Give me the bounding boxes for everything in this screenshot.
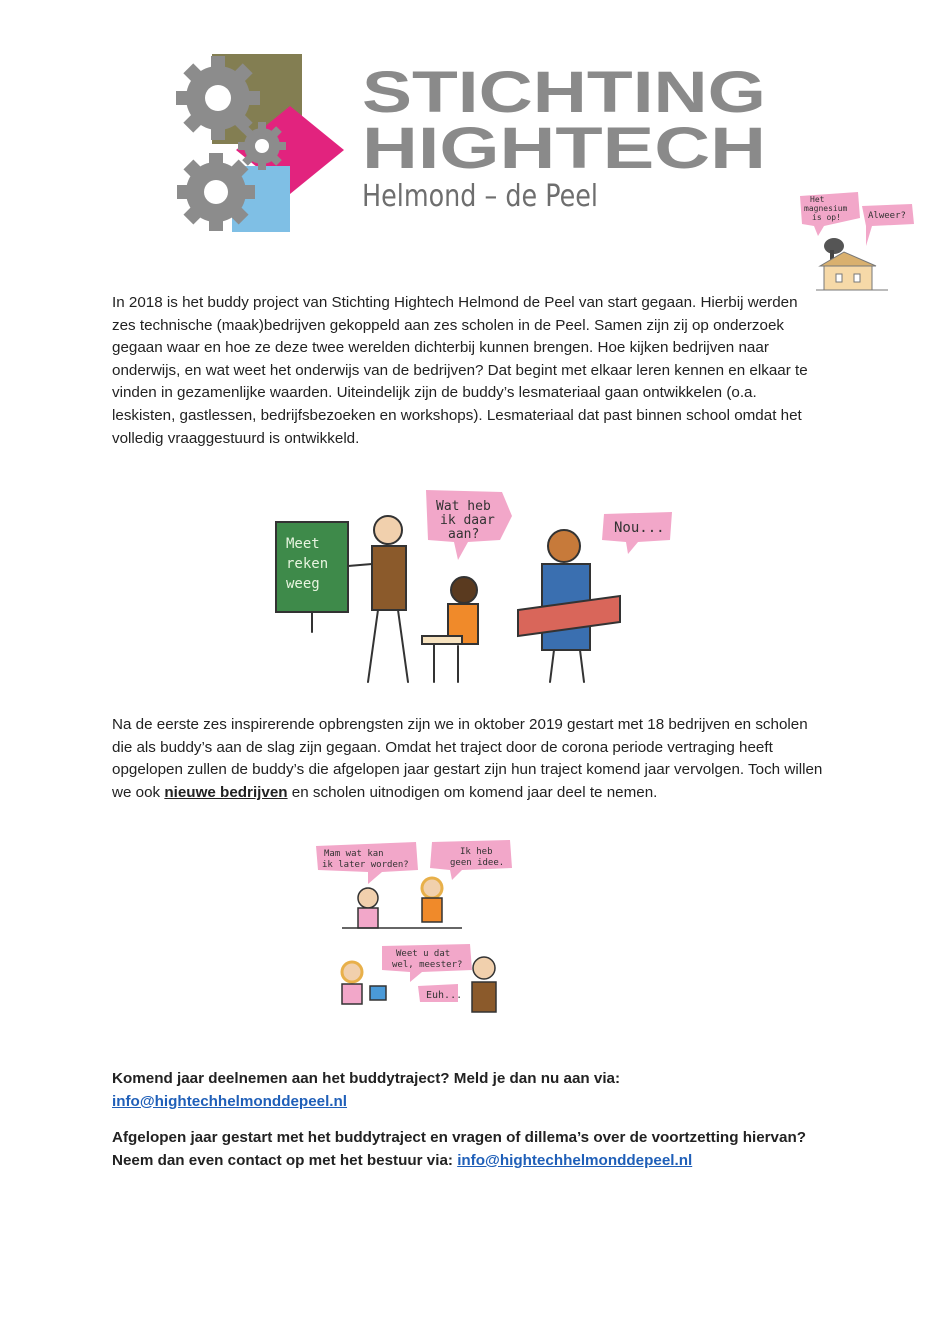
board-text: Meet [286,536,320,552]
steel-beam [518,596,620,636]
logo-line3: Helmond – de Peel [362,179,598,214]
bubble-text: geen idee. [450,858,505,868]
logo-line1: STICHTING [362,60,766,125]
cta1-text: Komend jaar deelnemen aan het buddytraject? Meld je dan nu aan via: [112,1070,621,1087]
paragraph2-before: Na de eerste zes inspirerende opbrengsten zijn we in oktober 2019 gestart met 18 bedrijven en scholen die als buddy’s aan de slag zijn gegaan. Omdat het traject door de corona periode vertraging heeft opgelopen zullen de buddy’s die afgelopen jaar gestart zijn hun traject komend jaar vervolgen. Toch willen we ook [112,716,823,801]
board-text: weeg [286,576,320,592]
bubble-text: ik later worden? [322,860,409,870]
contact-call-to-action [112,1127,832,1172]
bubble-text: Nou... [614,520,665,536]
paragraph2-after: en scholen uitnodigen om komend jaar deel te nemen. [287,783,658,801]
bubble-text: magnesium [804,204,848,213]
bubble-text: Euh... [426,990,463,1001]
bubble-text: Weet u dat [396,949,451,959]
cta2-text1: Afgelopen jaar gestart met het buddytraject en vragen of dillema’s over de voortzetting hiervan? [112,1129,806,1146]
bubble-text: Ik heb [460,847,493,857]
cartoon-classroom-illustration [268,486,680,692]
bubble-text: Het [810,195,825,204]
contact-email-link[interactable]: info@hightechhelmonddepeel.nl [457,1151,693,1169]
cartoon-family-illustration [312,836,524,1024]
cartoon-house-illustration [796,186,918,296]
gear-icon [177,153,255,231]
cta2-text2: Neem dan even contact op met het bestuur via: [112,1151,458,1169]
intro-paragraph: In 2018 is het buddy project van Stichting Hightech Helmond de Peel van start gegaan. Hierbij werden zes technische (maak)bedrijven gekoppeld aan zes scholen in de Peel. Samen zijn zij op onderzoek gegaan waar en hoe ze deze twee werelden dichterbij kunnen brengen. Hoe kijken bedrijven naar onderwijs, en wat weet het onderwijs van de bedrijven? Dat begint met elkaar leren kennen en elkaar te vinden in gezamenlijke waarden. Uiteindelijk zijn de buddy’s lesmateriaal gaan ontwikkelen (o.a. leskisten, gastlessen, bedrijfsbezoeken en workshops). Lesmateriaal dat past binnen school omdat het volledig vraaggestuurd is ontwikkeld. [112,294,808,447]
signup-email-link[interactable]: info@hightechhelmonddepeel.nl [112,1092,348,1110]
stichting-hightech-logo [172,54,770,238]
bubble-text: Wat heb [436,499,491,514]
bubble-text: is op! [812,213,841,222]
signup-call-to-action [112,1068,832,1113]
board-text: reken [286,556,329,572]
gear-icon [238,122,286,170]
update-paragraph [112,714,824,804]
bubble-text: Mam wat kan [324,849,384,859]
bubble-text: aan? [448,527,480,542]
logo-line2: HIGHTECH [362,116,766,181]
new-companies-emphasis: nieuwe bedrijven [164,783,288,801]
bubble-text: ik daar [440,513,495,528]
bubble-text: wel, meester? [392,960,463,970]
bubble-text: Alweer? [868,211,906,221]
